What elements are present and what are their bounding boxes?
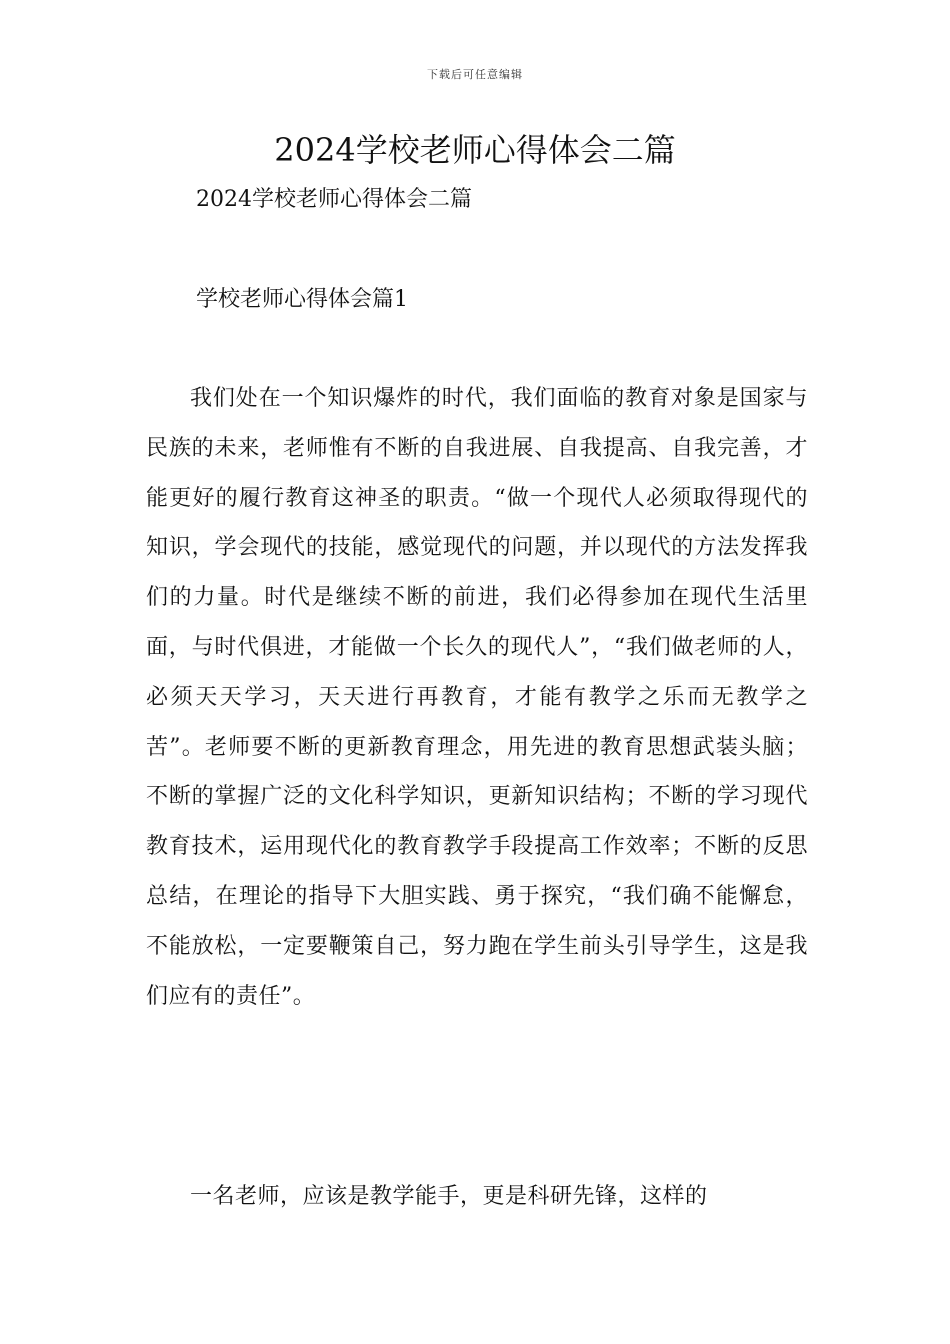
document-title: 2024学校老师心得体会二篇 bbox=[274, 131, 676, 169]
section-heading: 学校老师心得体会篇1 bbox=[196, 287, 408, 312]
document-subtitle: 2024学校老师心得体会二篇 bbox=[196, 187, 472, 212]
body-paragraph: 一名老师，应该是教学能手，更是科研先锋，这样的 bbox=[190, 1184, 708, 1209]
body-paragraph: 我们处在一个知识爆炸的时代，我们面临的教育对象是国家与民族的未来，老师惟有不断的自我进展、自我提高、自我完善，才能更好的履行教育这神圣的职责。“做一个现代人必须取得现代的知识，学会现代的技能，感觉现代的问题，并以现代的方法发挥我们的力量。时代是继续不断的前进，我们必得参加在现代生活里面，与时代俱进，才能做一个长久的现代人”，“我们做老师的人，必须天天学习，天天进行再教育，才能有教学之乐而无教学之苦”。老师要不断的更新教育理念，用先进的教育思想武装头脑；不断的掌握广泛的文化科学知识，更新知识结构；不断的学习现代教育技术，运用现代化的教育教学手段提高工作效率；不断的反思总结，在理论的指导下大胆实践、勇于探究，“我们确不能懈怠，不能放松，一定要鞭策自己，努力跑在学生前头引导学生，这是我们应有的责任”。 bbox=[146, 386, 808, 1009]
header-note: 下载后可任意编辑 bbox=[427, 68, 523, 81]
